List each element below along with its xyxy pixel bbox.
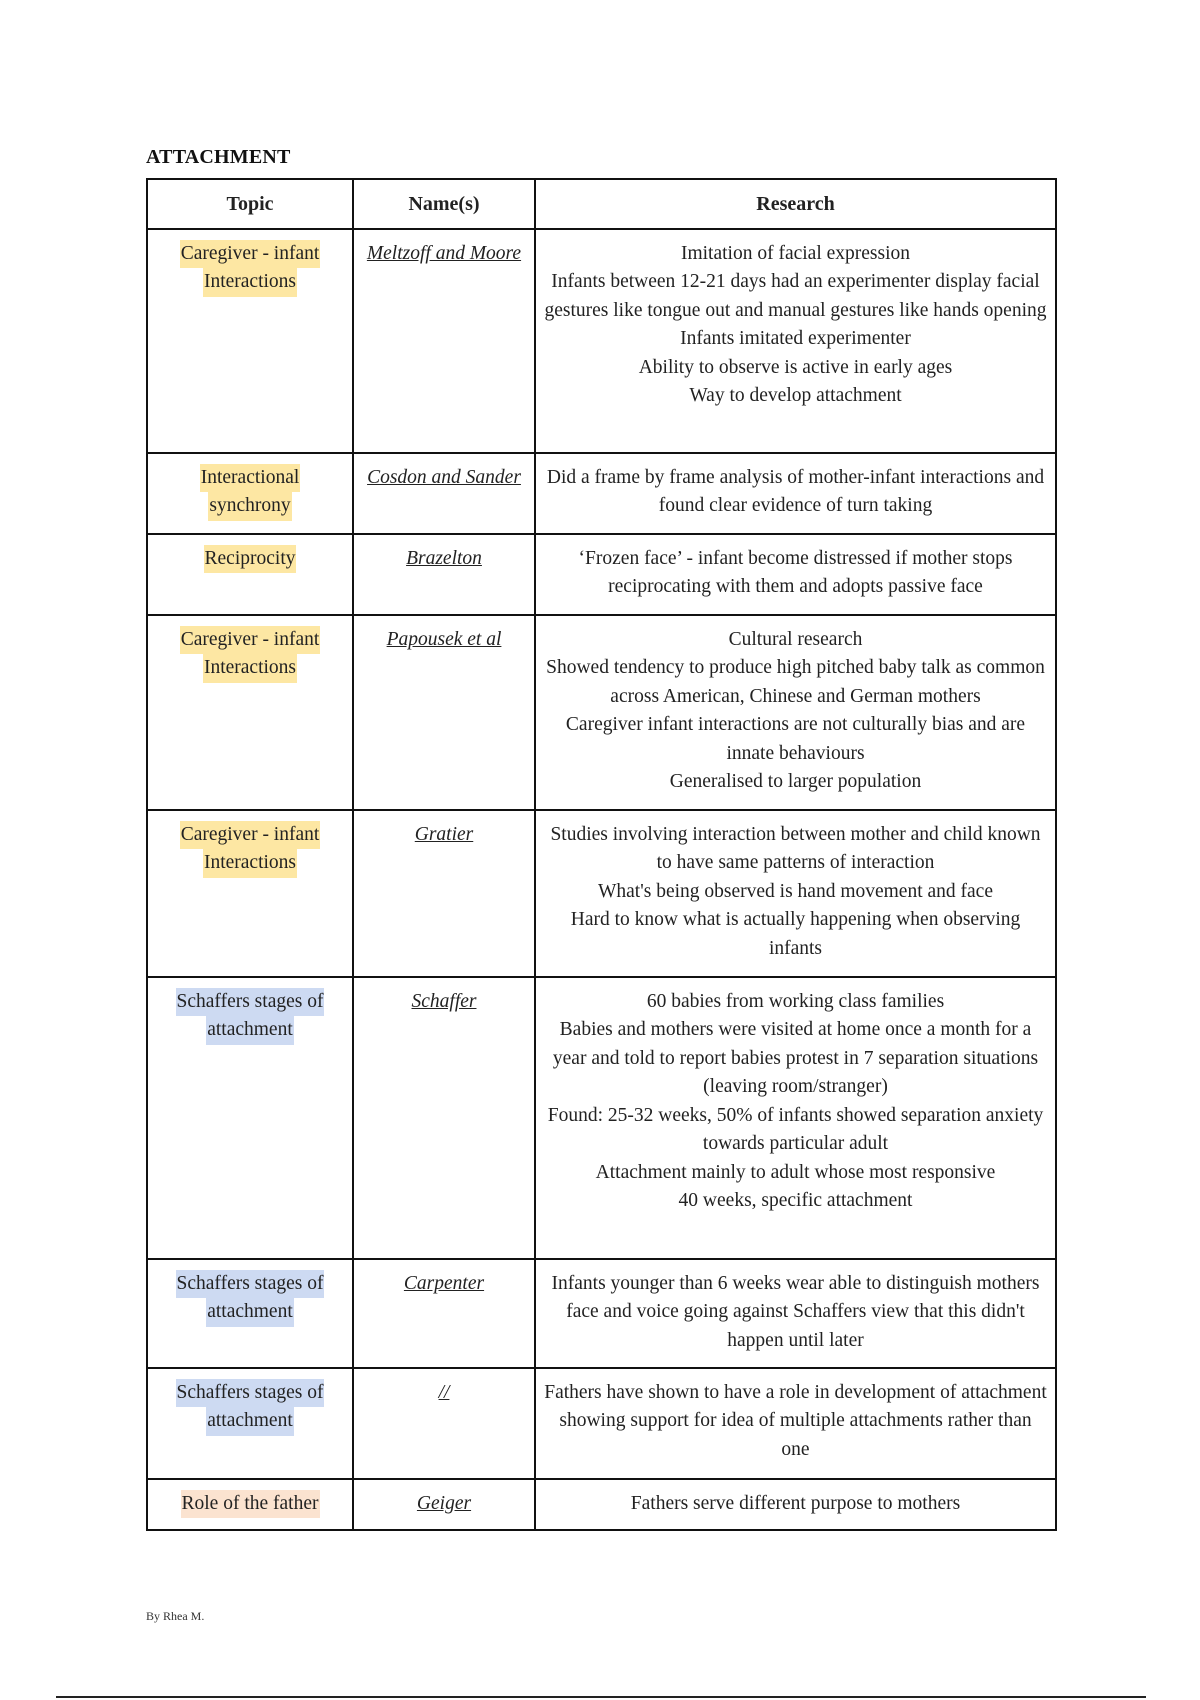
research-text: Attachment mainly to adult whose most responsive <box>595 1161 996 1183</box>
topic-cell <box>147 977 353 1259</box>
page-title: ATTACHMENT <box>146 146 291 168</box>
topic-cell <box>147 229 353 453</box>
topic-text: Role of the father <box>181 1490 320 1519</box>
topic-text: synchrony <box>208 492 291 521</box>
topic-text: Schaffers stages of <box>176 1270 325 1299</box>
research-cell <box>535 1368 1056 1479</box>
topic-cell <box>147 453 353 534</box>
research-cell <box>535 229 1056 453</box>
research-text: What's being observed is hand movement and face <box>597 880 993 902</box>
header-names: Name(s) <box>353 179 535 229</box>
topic-text: attachment <box>206 1298 294 1327</box>
research-cell <box>535 1259 1056 1368</box>
researcher-name: // <box>438 1381 450 1403</box>
attachment-table <box>146 178 1057 1531</box>
researcher-name: Carpenter <box>403 1272 485 1294</box>
researcher-name: Cosdon and Sander <box>367 466 521 488</box>
table-row <box>147 1368 1056 1479</box>
research-text: Infants between 12-21 days had an experimenter display facial gestures like tongue out and manual gestures like hands opening <box>544 271 1047 321</box>
topic-text: Caregiver - infant <box>180 821 321 850</box>
topic-cell <box>147 1259 353 1368</box>
topic-text: Interactional <box>200 464 301 493</box>
table-row <box>147 1259 1056 1368</box>
table-row <box>147 810 1056 977</box>
researcher-name: Brazelton <box>406 547 482 569</box>
research-text: ‘Frozen face’ - infant become distressed if mother stops reciprocating with them and adopts passive face <box>578 547 1013 597</box>
researcher-name: Schaffer <box>411 990 477 1012</box>
research-cell <box>535 534 1056 615</box>
research-text: Cultural research <box>728 628 863 650</box>
researcher-name: Meltzoff and Moore <box>366 242 522 264</box>
page-bottom-rule <box>56 1696 1146 1698</box>
research-text: Caregiver infant interactions are not culturally bias and are innate behaviours <box>565 714 1026 764</box>
research-text: Way to develop attachment <box>689 385 902 406</box>
topic-cell <box>147 1368 353 1479</box>
research-text: Hard to know what is actually happening when observing infants <box>570 909 1021 959</box>
name-cell <box>353 453 535 534</box>
table-row <box>147 453 1056 534</box>
research-text: 40 weeks, specific attachment <box>678 1190 913 1211</box>
header-topic: Topic <box>147 179 353 229</box>
author-footer: By Rhea M. <box>146 1609 205 1623</box>
topic-text: Interactions <box>203 654 297 683</box>
topic-cell <box>147 1479 353 1530</box>
research-text: Fathers have shown to have a role in development of attachment showing support for idea of multiple attachments rather than one <box>544 1381 1047 1460</box>
research-text: 60 babies from working class families <box>646 990 945 1012</box>
name-cell <box>353 229 535 453</box>
research-text: Generalised to larger population <box>669 771 922 792</box>
topic-text: Caregiver - infant <box>180 240 321 269</box>
table-row <box>147 1479 1056 1530</box>
topic-cell <box>147 615 353 810</box>
research-text: Infants imitated experimenter <box>680 328 911 349</box>
research-text: Fathers serve different purpose to mothers <box>630 1492 961 1514</box>
name-cell <box>353 977 535 1259</box>
topic-text: Schaffers stages of <box>176 1379 325 1408</box>
topic-text: attachment <box>206 1407 294 1436</box>
research-text: Showed tendency to produce high pitched baby talk as common across American, Chinese and German mothers <box>546 657 1045 707</box>
name-cell <box>353 534 535 615</box>
research-cell <box>535 810 1056 977</box>
table-row <box>147 229 1056 453</box>
topic-cell <box>147 810 353 977</box>
research-text: Studies involving interaction between mother and child known to have same patterns of interaction <box>550 823 1041 873</box>
name-cell <box>353 615 535 810</box>
researcher-name: Gratier <box>414 823 474 845</box>
topic-text: Interactions <box>203 849 297 878</box>
topic-text: attachment <box>206 1016 294 1045</box>
research-cell <box>535 453 1056 534</box>
topic-text: Schaffers stages of <box>176 988 325 1017</box>
name-cell <box>353 1368 535 1479</box>
table-row <box>147 615 1056 810</box>
header-row <box>147 179 1056 229</box>
researcher-name: Papousek et al <box>386 628 502 650</box>
name-cell <box>353 810 535 977</box>
research-cell <box>535 977 1056 1259</box>
researcher-name: Geiger <box>416 1492 472 1514</box>
research-text: Infants younger than 6 weeks wear able to distinguish mothers face and voice going against Schaffers view that this didn't happen until later <box>551 1272 1040 1351</box>
research-text: Found: 25-32 weeks, 50% of infants showed separation anxiety towards particular adult <box>547 1104 1044 1154</box>
research-text: Babies and mothers were visited at home once a month for a year and told to report babies protest in 7 separation situations (leaving room/stranger) <box>552 1019 1039 1097</box>
research-text: Did a frame by frame analysis of mother-infant interactions and found clear evidence of turn taking <box>546 466 1045 516</box>
table-row <box>147 977 1056 1259</box>
research-cell <box>535 615 1056 810</box>
research-cell <box>535 1479 1056 1530</box>
research-text: Imitation of facial expression <box>680 242 911 264</box>
topic-text: Caregiver - infant <box>180 626 321 655</box>
name-cell <box>353 1479 535 1530</box>
name-cell <box>353 1259 535 1368</box>
table-row <box>147 534 1056 615</box>
topic-text: Reciprocity <box>204 545 297 574</box>
header-research: Research <box>535 179 1056 229</box>
research-text: Ability to observe is active in early ages <box>638 356 953 378</box>
topic-cell <box>147 534 353 615</box>
topic-text: Interactions <box>203 268 297 297</box>
